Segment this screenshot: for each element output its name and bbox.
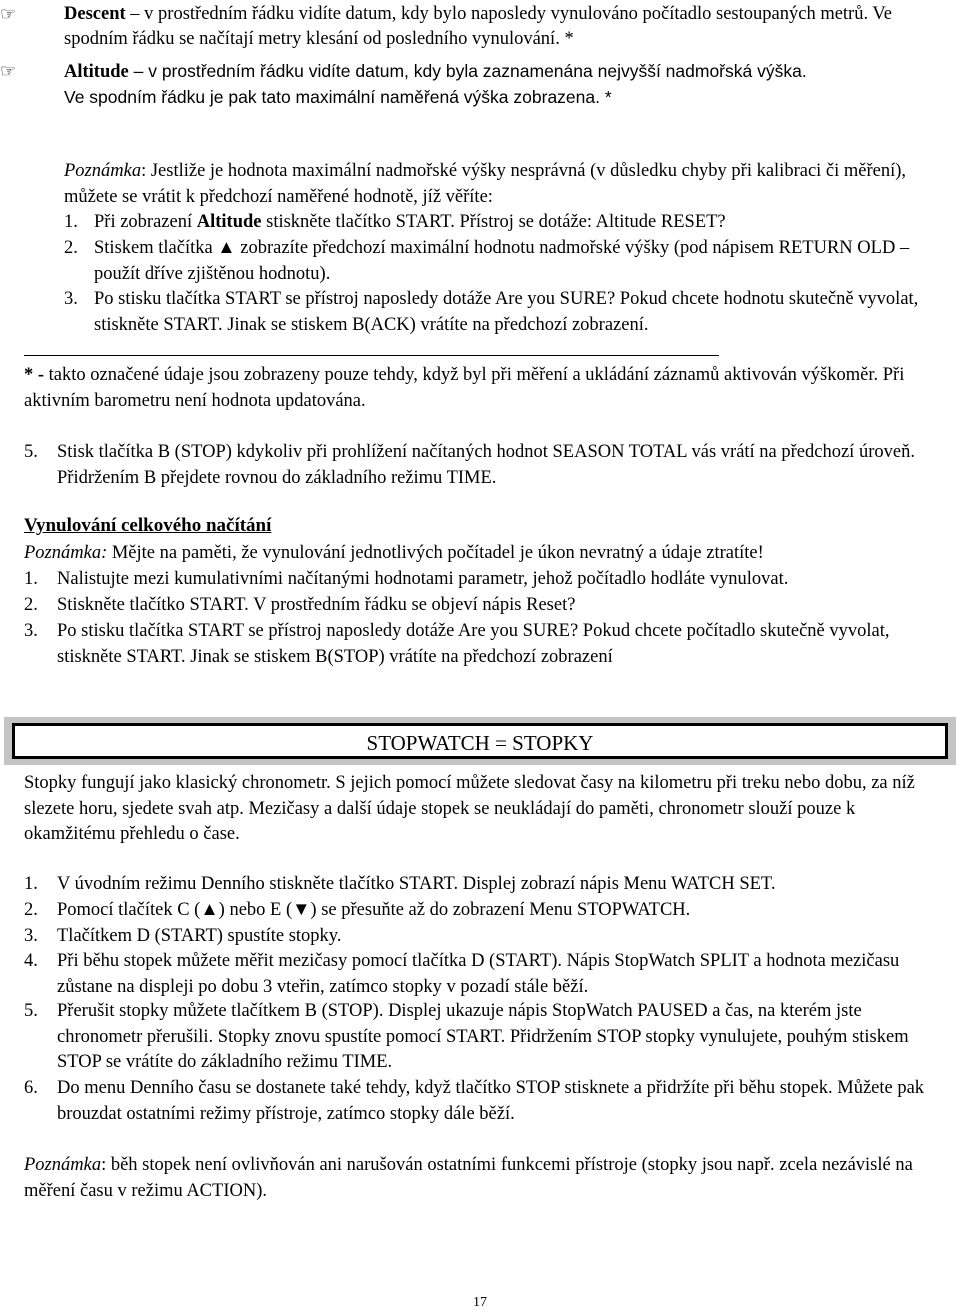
stopwatch-note: Poznámka: běh stopek není ovlivňován ani narušován ostatními funkcemi přístroje (stopky jsou např. zcela nezávislé na měření času v režimu ACTION). xyxy=(24,1155,913,1201)
footnote: * - takto označené údaje jsou zobrazeny pouze tehdy, když byl při měření a ukládání záznamů aktivován výškoměr. Při aktivním barometru není hodnota updatována. xyxy=(24,365,905,411)
bullet-altitude xyxy=(0,59,960,109)
bullet-descent xyxy=(0,2,960,52)
list-item: 5. Stisk tlačítka B (STOP) kdykoliv při prohlížení načítaných hodnot SEASON TOTAL vás vrátí na předchozí úroveň. Přidržením B přejdete rovnou do základního režimu TIME. xyxy=(24,442,915,488)
note-label: Poznámka xyxy=(64,161,142,181)
list-item: 6. Do menu Denního času se dostanete také tehdy, když tlačítko STOP stisknete a přidržíte při běhu stopek. Můžete pak brouzdat ostatními režimy přístroje, zatímco stopky dále běží. xyxy=(24,1078,925,1124)
list-item: 3. Po stisku tlačítka START se přístroj naposledy dotáže Are you SURE? Pokud chcete počítadlo skutečně vyvolat, stiskněte START. Jinak se stiskem B(STOP) vrátíte na předchozí zobrazení xyxy=(24,621,890,667)
list-item: 2. Stiskněte tlačítko START. V prostředním řádku se objeví nápis Reset? xyxy=(24,595,576,615)
bullet-text: Ve spodním řádku je pak tato maximální naměřená výška zobrazena. * xyxy=(64,87,612,107)
list-item: 2. Stiskem tlačítka ▲ zobrazíte předchozí maximální hodnotu nadmořské výšky (pod nápisem RETURN OLD – použít dříve zjištěnou hodnotu). xyxy=(64,238,910,284)
altitude-note xyxy=(64,159,944,210)
list-item: 1. Při zobrazení Altitude stiskněte tlačítko START. Přístroj se dotáže: Altitude RESET? xyxy=(64,212,726,232)
list-item: 3. Tlačítkem D (START) spustíte stopky. xyxy=(24,926,342,946)
note-text: : Jestliže je hodnota maximální nadmořské výšky nesprávná (v důsledku chyby při kalibraci či měření), můžete se vrátit k předchozí naměřené hodnotě, jíž věříte: xyxy=(64,161,907,207)
footnote-rule xyxy=(24,355,719,356)
bullet-text: – v prostředním řádku vidíte datum, kdy bylo naposledy vynulováno počítadlo sestoupaných metrů. Ve spodním řádku se načítají metry klesání od posledního vynulování. * xyxy=(64,4,892,49)
section-title: STOPWATCH = STOPKY xyxy=(12,723,948,759)
reset-note: Poznámka: Mějte na paměti, že vynulování jednotlivých počítadel je úkon nevratný a údaje ztratíte! xyxy=(24,543,764,563)
list-item: 4. Při běhu stopek můžete měřit mezičasy pomocí tlačítka D (START). Nápis StopWatch SPLIT a hodnota mezičasu zůstane na displeji po dobu 3 vteřin, zatímco stopky v pozadí stále běží. xyxy=(24,951,900,997)
list-item: 1. Nalistujte mezi kumulativními načítanými hodnotami parametr, jehož počítadlo hodláte vynulovat. xyxy=(24,569,789,589)
bullet-text: – v prostředním řádku vidíte datum, kdy byla zaznamenána nejvyšší nadmořská výška. xyxy=(128,61,807,81)
pointing-hand-icon: ☞ xyxy=(0,4,17,24)
list-item: 1. V úvodním režimu Denního stiskněte tlačítko START. Displej zobrazí nápis Menu WATCH SET. xyxy=(24,874,776,894)
section-heading: Vynulování celkového načítání xyxy=(24,515,272,536)
list-item: 5. Přerušit stopky můžete tlačítkem B (STOP). Displej ukazuje nápis StopWatch PAUSED a čas, na kterém jste chronometr přerušili. Stopky znovu spustíte pomocí START. Přidržením STOP stopky vynulujete, pouhým stiskem STOP se vrátíte do základního režimu TIME. xyxy=(24,1001,909,1072)
bullet-title: Descent xyxy=(64,4,126,24)
pointing-hand-icon: ☞ xyxy=(0,61,17,81)
list-item: 3. Po stisku tlačítka START se přístroj naposledy dotáže Are you SURE? Pokud chcete hodnotu skutečně vyvolat, stiskněte START. Jinak se stiskem B(ACK) vrátíte na předchozí zobrazení. xyxy=(64,289,919,335)
bullet-title: Altitude xyxy=(64,62,129,82)
section-title-box xyxy=(4,717,956,765)
page-number: 17 xyxy=(473,1295,487,1310)
list-item: 2. Pomocí tlačítek C (▲) nebo E (▼) se přesuňte až do zobrazení Menu STOPWATCH. xyxy=(24,900,691,920)
stopwatch-intro: Stopky fungují jako klasický chronometr. S jejich pomocí můžete sledovat časy na kilometru při treku nebo dobu, za níž slezete horu, sjedete svah atp. Mezičasy a další údaje stopek se neukládají do paměti, chronometr slouží pouze k okamžitému přehledu o čase. xyxy=(24,773,915,844)
